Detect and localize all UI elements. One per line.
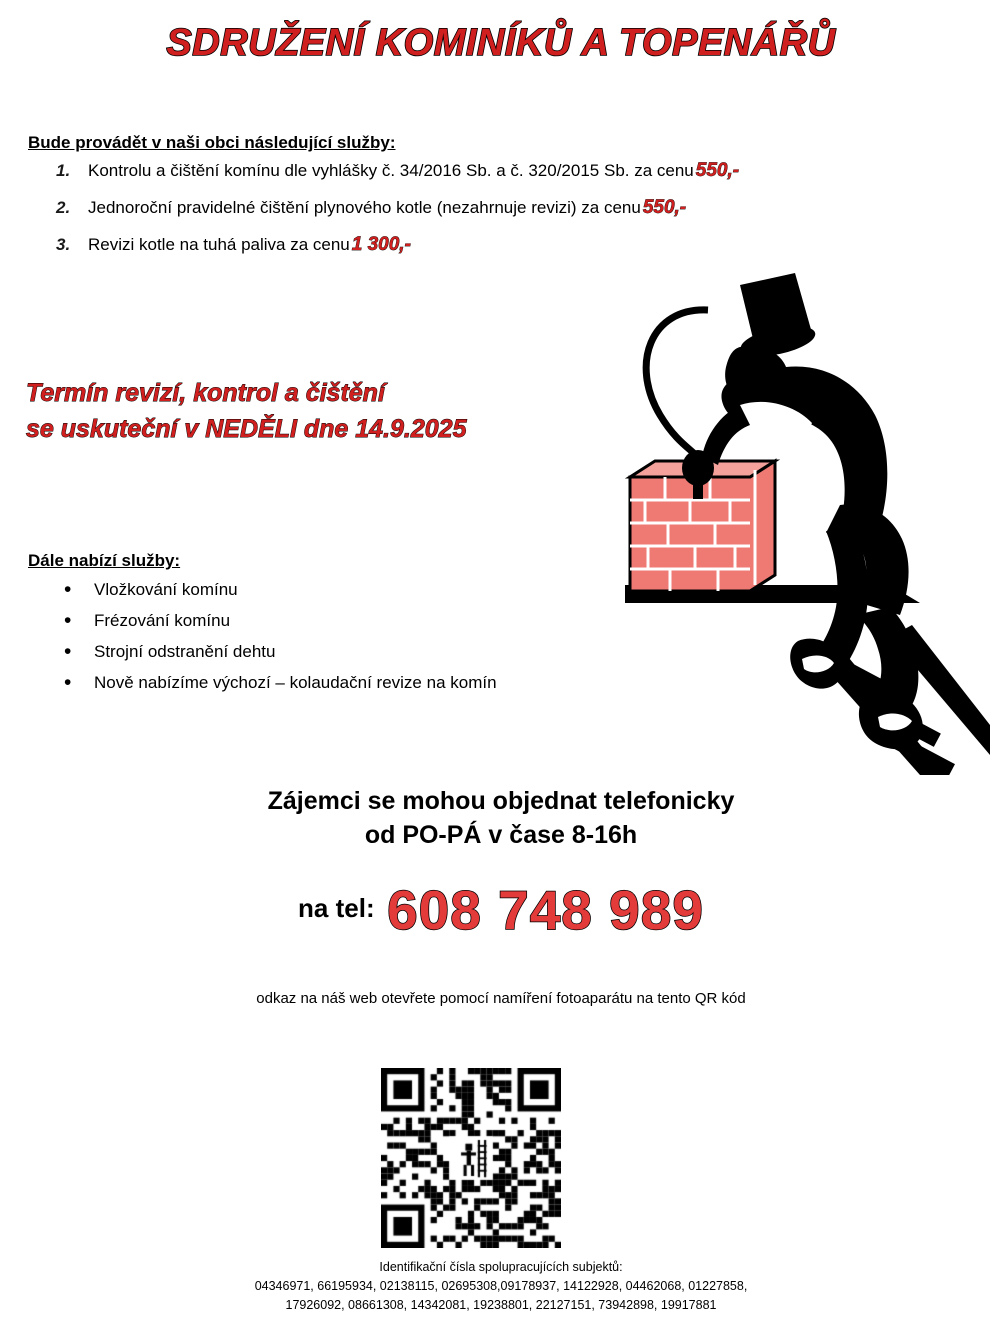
list-item-price: 1 300,- (351, 234, 411, 255)
order-info (0, 785, 1002, 853)
phone-row (0, 878, 1002, 942)
list-item (56, 234, 956, 256)
brick-chimney (630, 461, 775, 591)
order-line-2: od PO-PÁ v čase 8-16h (364, 820, 638, 849)
list-item: • Nově nabízíme výchozí – kolaudační revize na komín (56, 673, 676, 693)
services-heading: Bude provádět v naši obci následující služby: (28, 133, 396, 152)
ladder-icon (818, 625, 990, 775)
chimney-brush-icon (682, 450, 714, 499)
list-item-price: 550,- (695, 160, 740, 181)
sweep-rope (646, 310, 708, 460)
list-item-text: Kontrolu a čištění komínu dle vyhlášky č. 34/2016 Sb. a č. 320/2015 Sb. za cenu (88, 161, 694, 180)
list-item: • Frézování komínu (56, 611, 676, 631)
list-item-text: Jednoroční pravidelné čištění plynového kotle (nezahrnuje revizi) za cenu (88, 198, 641, 217)
footer-line-2: 04346971, 66195934, 02138115, 02695308,09178937, 14122928, 04462068, 01227858, (254, 1278, 748, 1293)
phone-label: na tel: (298, 893, 375, 923)
list-item: • Vložkování komínu (56, 580, 676, 600)
list-item-text: Revizi kotle na tuhá paliva za cenu (88, 235, 350, 254)
further-services-list (56, 580, 676, 704)
qr-code[interactable] (381, 1068, 561, 1248)
list-item-marker: 2. (56, 198, 71, 217)
list-item-marker: 3. (56, 235, 71, 254)
list-item: • Strojní odstranění dehtu (56, 642, 676, 662)
list-item (56, 197, 956, 219)
qr-note: odkaz na náš web otevřete pomocí namíření fotoaparátu na tento QR kód (256, 990, 746, 1007)
term-line-2: se uskuteční v NEDĚLI dne 14.9.2025 (26, 415, 467, 444)
term-line-1: Termín revizí, kontrol a čištění (26, 379, 385, 407)
list-item-marker: 1. (56, 161, 71, 180)
further-services-heading: Dále nabízí služby: (28, 551, 181, 570)
order-line-1: Zájemci se mohou objednat telefonicky (267, 787, 735, 815)
list-item-price: 550,- (642, 197, 687, 218)
list-item (56, 160, 956, 182)
term-announcement (26, 375, 466, 448)
phone-number[interactable]: 608 748 989 (387, 879, 704, 941)
page-title: SDRUŽENÍ KOMINÍKŮ A TOPENÁŘŮ (166, 22, 836, 64)
numbered-services-list (56, 160, 956, 271)
footer-ids (0, 1258, 1002, 1314)
chimney-sweep-figure (702, 273, 923, 749)
footer-line-3: 17926092, 08661308, 14342081, 19238801, 22127151, 73942898, 19917881 (285, 1297, 717, 1312)
qr-code-canvas[interactable] (381, 1068, 561, 1248)
footer-line-1: Identifikační čísla spolupracujících subjektů: (379, 1260, 623, 1274)
